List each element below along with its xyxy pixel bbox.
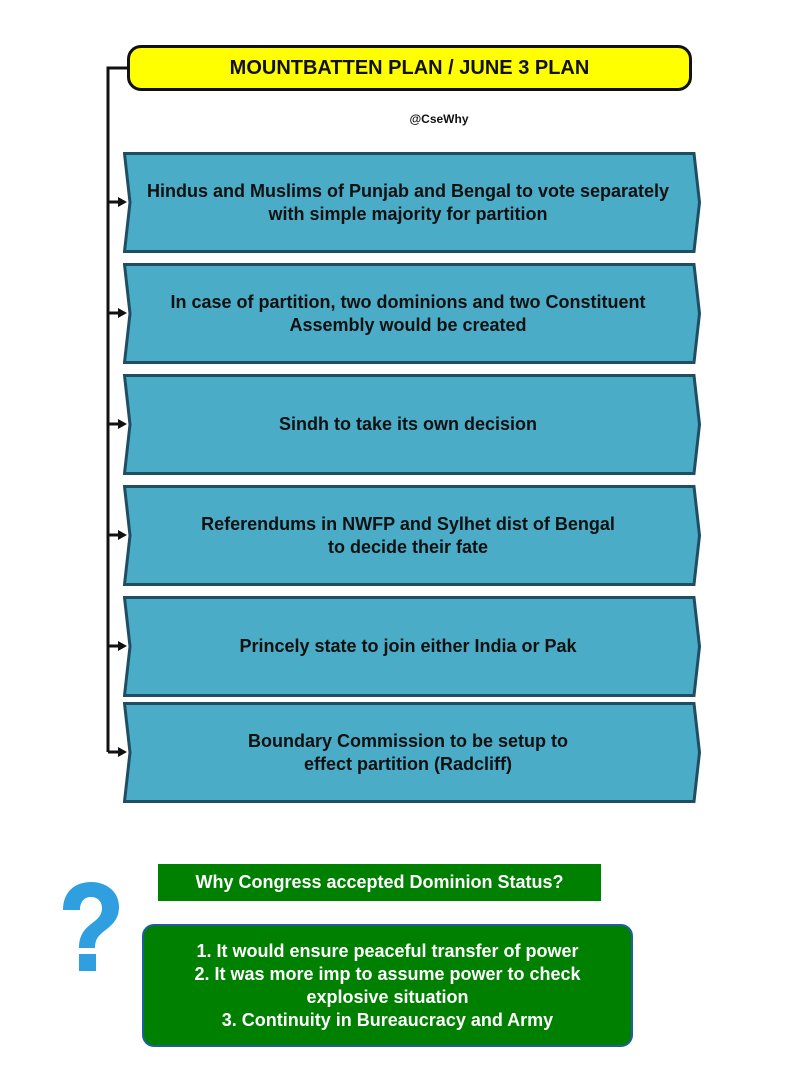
step-5 [123,596,701,697]
question-heading-text: Why Congress accepted Dominion Status? [195,872,564,892]
step-1-text: Hindus and Muslims of Punjab and Bengal to vote separately with simple majority for partition [146,180,670,224]
reason-line: 1. It would ensure peaceful transfer of power [196,940,579,961]
question-mark-icon [55,880,127,975]
diagram-title-text: MOUNTBATTEN PLAN / JUNE 3 PLAN [229,56,590,79]
step-3 [123,374,701,475]
step-6-text: Boundary Commission to be setup to effect partition (Radcliff) [247,730,569,774]
reason-line: 3. Continuity in Bureaucracy and Army [221,1009,554,1030]
reason-line: 2. It was more imp to assume power to check [194,963,581,984]
step-6 [123,702,701,803]
question-heading [158,864,601,901]
step-4 [123,485,701,586]
reason-line: explosive situation [306,986,469,1007]
author-handle: @CseWhy [409,112,469,126]
step-5-text: Princely state to join either India or Pak [239,636,577,656]
step-4-text: Referendums in NWFP and Sylhet dist of Bengal to decide their fate [201,513,615,557]
step-1 [123,152,701,253]
step-2 [123,263,701,364]
step-2-text: In case of partition, two dominions and two Constituent Assembly would be created [170,291,646,335]
step-3-text: Sindh to take its own decision [278,414,538,434]
reasons-box [142,924,633,1047]
